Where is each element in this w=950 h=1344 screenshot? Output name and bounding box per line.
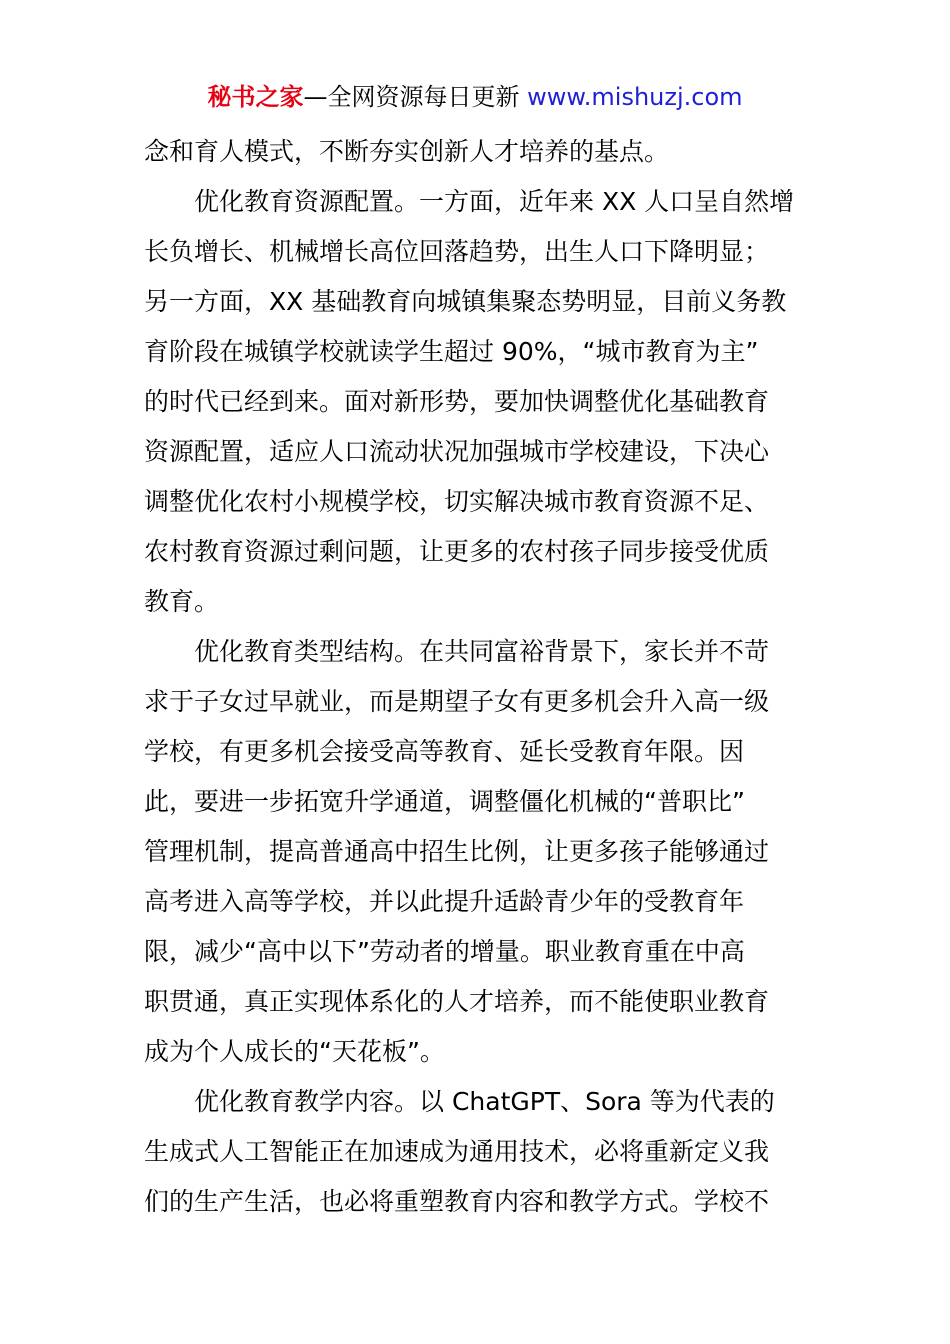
text-line: 的时代已经到来。面对新形势，要加快调整优化基础教育 <box>144 387 770 416</box>
text-line: 长负增长、机械增长高位回落趋势，出生人口下降明显； <box>144 237 770 266</box>
site-url[interactable]: www.mishuzj.com <box>527 83 743 111</box>
text-line: 教育。 <box>144 587 220 616</box>
header-tagline: —全网资源每日更新 <box>303 83 528 111</box>
site-header <box>0 80 950 114</box>
text-line: 高考进入高等学校，并以此提升适龄青少年的受教育年 <box>144 887 745 916</box>
text-line: 另一方面，XX 基础教育向城镇集聚态势明显，目前义务教 <box>144 287 787 316</box>
text-line: 职贯通，真正实现体系化的人才培养，而不能使职业教育 <box>144 987 770 1016</box>
paragraph-start-line: 优化教育资源配置。一方面，近年来 XX 人口呈自然增 <box>194 187 795 216</box>
paragraph-start-line: 优化教育教学内容。以 ChatGPT、Sora 等为代表的 <box>194 1087 775 1116</box>
text-line: 农村教育资源过剩问题，让更多的农村孩子同步接受优质 <box>144 537 770 566</box>
text-line: 管理机制，提高普通高中招生比例，让更多孩子能够通过 <box>144 837 770 866</box>
document-body <box>144 127 808 1227</box>
text-line: 育阶段在城镇学校就读学生超过 90%，“城市教育为主” <box>144 337 759 366</box>
text-line: 学校，有更多机会接受高等教育、延长受教育年限。因 <box>144 737 745 766</box>
text-line: 成为个人成长的“天花板”。 <box>144 1037 445 1066</box>
text-line: 资源配置，适应人口流动状况加强城市学校建设，下决心 <box>144 437 770 466</box>
text-line: 念和育人模式，不断夯实创新人才培养的基点。 <box>144 137 670 166</box>
text-line: 限，减少“高中以下”劳动者的增量。职业教育重在中高 <box>144 937 745 966</box>
brand-name: 秘书之家 <box>207 83 304 111</box>
text-line: 们的生产生活，也必将重塑教育内容和教学方式。学校不 <box>144 1187 770 1216</box>
text-line: 生成式人工智能正在加速成为通用技术，必将重新定义我 <box>144 1137 770 1166</box>
text-line: 此，要进一步拓宽升学通道，调整僵化机械的“普职比” <box>144 787 745 816</box>
paragraph-start-line: 优化教育类型结构。在共同富裕背景下，家长并不苛 <box>194 637 770 666</box>
text-line: 求于子女过早就业，而是期望子女有更多机会升入高一级 <box>144 687 770 716</box>
text-line: 调整优化农村小规模学校，切实解决城市教育资源不足、 <box>144 487 770 516</box>
